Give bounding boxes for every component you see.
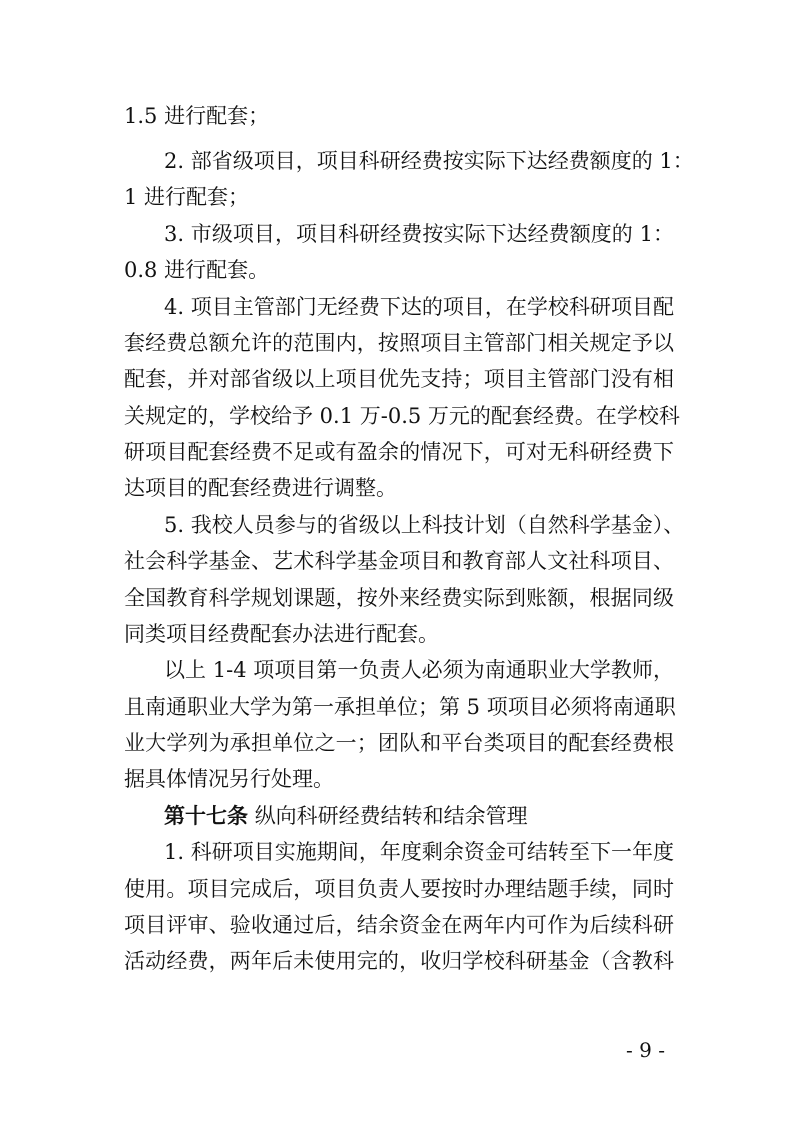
article-number: 第十七条: [164, 803, 248, 828]
text-line: 全国教育科学规划课题，按外来经费实际到账额，根据同级: [124, 586, 674, 610]
text-line: 2. 部省级项目，项目科研经费按实际下达经费额度的 1：: [164, 149, 694, 173]
text-line: 研项目配套经费不足或有盈余的情况下，可对无科研经费下: [124, 440, 674, 464]
text-line: 同类项目经费配套办法进行配套。: [124, 622, 439, 646]
text-line: 社会科学基金、艺术科学基金项目和教育部人文社科项目、: [124, 549, 674, 573]
article-heading-line: [164, 798, 674, 834]
text-line: 1 进行配套；: [124, 185, 250, 209]
article-title: 纵向科研经费结转和结余管理: [254, 804, 528, 828]
text-line: 业大学列为承担单位之一；团队和平台类项目的配套经费根: [124, 731, 674, 755]
text-line: 且南通职业大学为第一承担单位；第 5 项项目必须将南通职: [124, 695, 676, 719]
text-line: 5. 我校人员参与的省级以上科技计划（自然科学基金）、: [164, 513, 685, 537]
text-line: 1. 科研项目实施期间，年度剩余资金可结转至下一年度: [164, 840, 674, 864]
text-line: 0.8 进行配套。: [124, 258, 270, 282]
text-line: 1.5 进行配套；: [124, 104, 270, 128]
text-line: 3. 市级项目，项目科研经费按实际下达经费额度的 1：: [164, 222, 674, 246]
text-line: 项目评审、验收通过后，结余资金在两年内可作为后续科研: [124, 913, 674, 937]
text-line: 关规定的，学校给予 0.1 万-0.5 万元的配套经费。在学校科: [124, 404, 680, 428]
text-line: 据具体情况另行处理。: [124, 767, 334, 791]
text-line: 套经费总额允许的范围内，按照项目主管部门相关规定予以: [124, 331, 674, 355]
text-line: 以上 1-4 项项目第一负责人必须为南通职业大学教师，: [164, 658, 674, 682]
text-line: 使用。项目完成后，项目负责人要按时办理结题手续，同时: [124, 877, 674, 901]
page-number: - 9 -: [626, 1038, 665, 1062]
text-line: 4. 项目主管部门无经费下达的项目，在学校科研项目配: [164, 295, 674, 319]
text-line: 配套，并对部省级以上项目优先支持；项目主管部门没有相: [124, 367, 674, 391]
text-line: 达项目的配套经费进行调整。: [124, 476, 397, 500]
text-line: 活动经费，两年后未使用完的，收归学校科研基金（含教科: [124, 949, 674, 973]
